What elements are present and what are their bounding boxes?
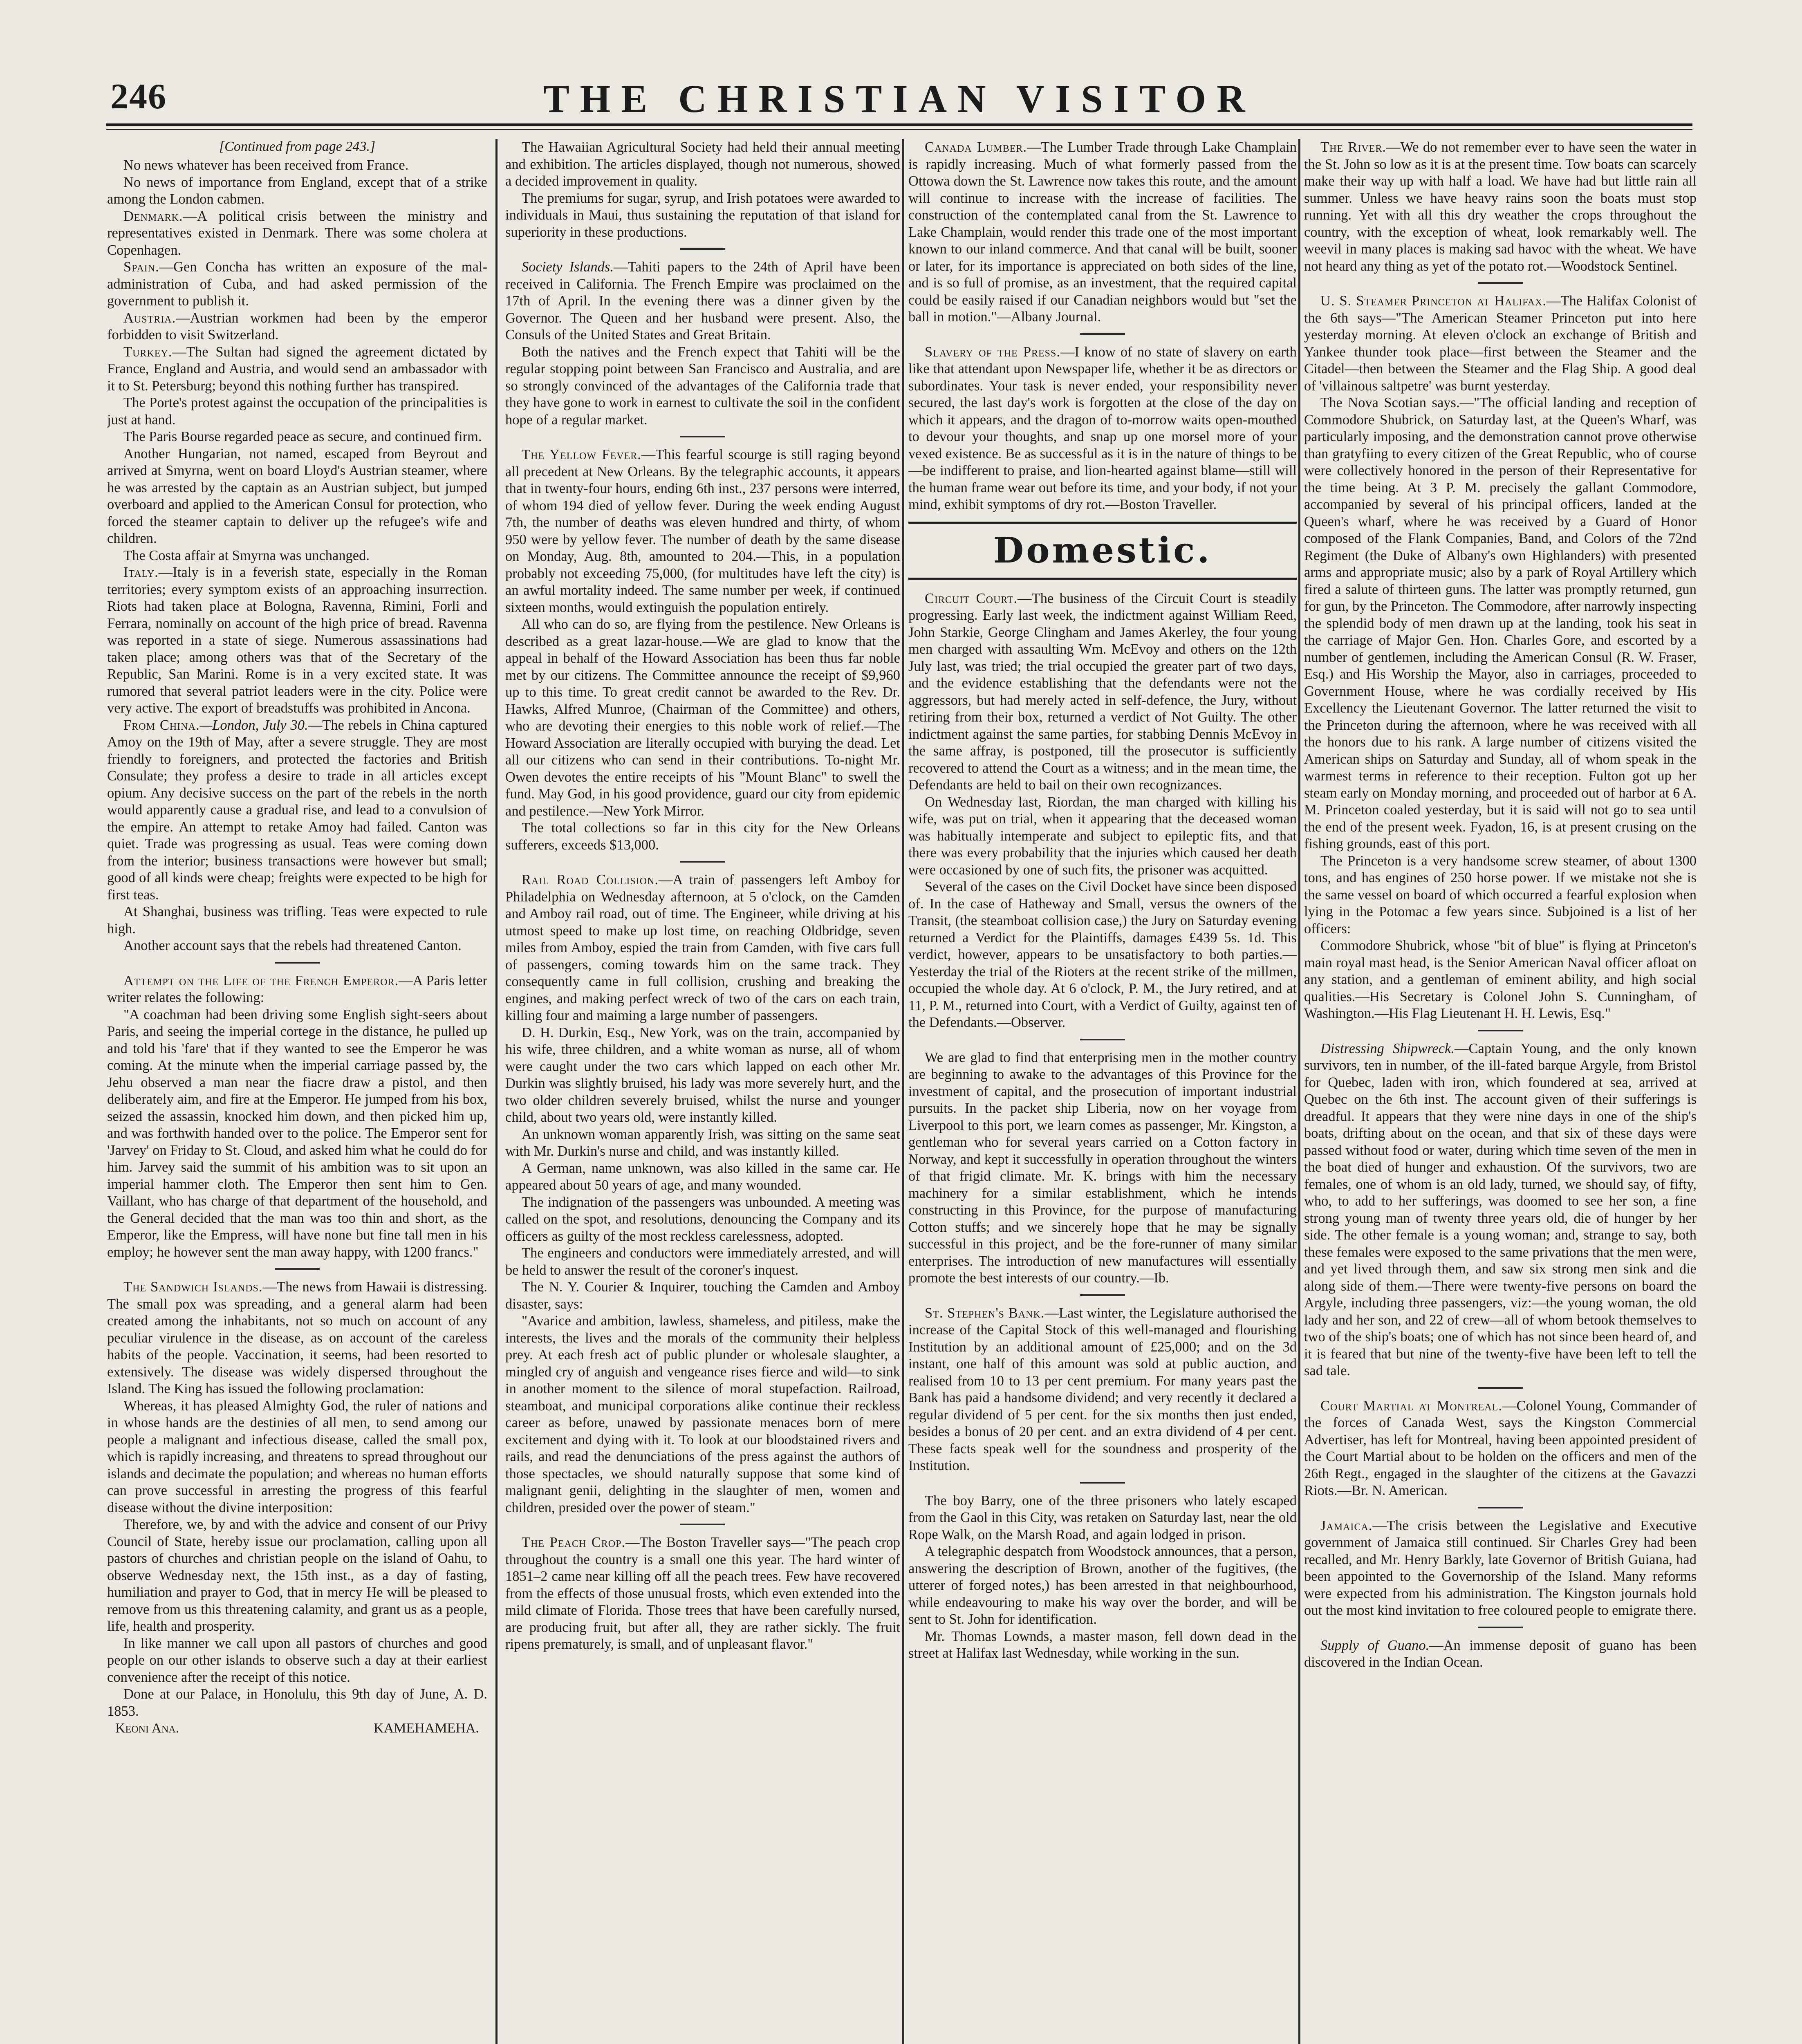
- paragraph-text: —Gen Concha has written an exposure of the mal-administration of Cuba, and had asked permission of the government to publish it.: [107, 259, 487, 309]
- article-heading: The Sandwich Islands.: [123, 1279, 263, 1295]
- paragraph: The indignation of the passengers was unbounded. A meeting was called on the spot, and resolutions, denouncing the Company and its officers as guilty of the most reckless carelessness, adopted.: [505, 1194, 900, 1244]
- article-heading: Society Islands.: [522, 259, 614, 275]
- paragraph: The total collections so far in this city for the New Orleans sufferers, exceeds $13,000.: [505, 820, 900, 853]
- article-separator: [680, 861, 725, 863]
- column-2: [505, 139, 900, 2044]
- paragraph: An unknown woman apparently Irish, was sitting on the same seat with Mr. Durkin's nurse and child, and was instantly killed.: [505, 1126, 900, 1159]
- column-3: [908, 139, 1297, 2044]
- paragraph-text: —We do not remember ever to have seen the water in the St. John so low as it is at the present time. Tow boats can scarcely make their way up with half a load. We have had but little rain all summer. Unless we have heavy rains soon the boats must stop running. Yet with all this dry weather the crops throughout the country, with the exception of wheat, look remarkably well. The weevil in many places is making sad havoc with the wheat. We have not heard any thing as yet of the potato rot.—Woodstock Sentinel.: [1304, 139, 1697, 274]
- section-heading: Austria.: [123, 310, 176, 326]
- article-hawaiian-society: [505, 139, 900, 241]
- paragraph: [107, 259, 487, 310]
- paragraph: A telegraphic despatch from Woodstock announces, that a person, answering the description of Brown, another of the fugitives, (the utterer of forged notes,) has been arrested in that neighbourhood, while endeavouring to make his way over the border, and will be sent to St. John for identification.: [908, 1544, 1297, 1627]
- article-heading: Attempt on the Life of the French Emperor.: [123, 973, 399, 988]
- paragraph: [505, 446, 900, 616]
- section-heading: From China.: [123, 717, 200, 733]
- article-cotton-factory: [908, 1049, 1297, 1287]
- paragraph: "Avarice and ambition, lawless, shameless, and pitiless, make the interests, the lives and the morals of the community their helpless prey. At each fresh act of public plunder or wholesale slaughter, a mingled cry of anguish and vengeance rises fierce and wild—to sink in another moment to the silence of moral stupefaction. Railroad, steamboat, and municipal corporations alike continue their reckless career as before, unawed by passionate menaces born of mere excitement and dying with it. To look at our bloodstained rivers and rails, and read the denunciations of the press against the authors of those spectacles, we should naturally suppose that some kind of malignant genii, delighting in the slaughter of men, women and children, presided over the power of steam.": [505, 1313, 900, 1515]
- signature-minister: Keoni Ana.: [115, 1721, 179, 1736]
- column-4: [1304, 139, 1697, 2044]
- article-separator: [1080, 333, 1125, 335]
- newspaper-title: THE CHRISTIAN VISITOR: [543, 77, 1256, 121]
- paragraph-text: —The Lumber Trade through Lake Champlain is rapidly increasing. Much of what formerly passed from the Ottowa down the St. Lawrence now takes this route, and the amount will continue to increase with the increase of facilities. The construction of the contemplated canal from the St. Lawrence to Lake Champlain, would render this trade one of the most important known to our inland commerce. And that canal will be built, sooner or later, for its importance is appreciated on both sides of the line, and is so full of promise, as an investment, that the required capital could be easily raised if our Canadian neighbors would but "set the ball in motion."—Albany Journal.: [908, 139, 1297, 325]
- paragraph-text: —A train of passengers left Amboy for Philadelphia on Wednesday afternoon, at 5 o'clock, on the Camden and Amboy rail road, out of time. The Engineer, while driving at his utmost speed to make up lost time, on reaching Oldbridge, seven miles from Amboy, espied the train from Camden, with five cars full of passengers, coming towards him on the same track. They consequently came in full collision, crushing and breaking the engines, and making perfect wreck of two of the cars on each train, killing four and maiming a large number of passengers.: [505, 872, 900, 1023]
- article-heading: The Yellow Fever.: [522, 447, 641, 462]
- article-canada-lumber: [908, 139, 1297, 326]
- section-heading: Denmark.: [123, 208, 183, 224]
- article-separator: [680, 248, 725, 250]
- paragraph-text: —A political crisis between the ministry and representatives existed in Denmark. There was some cholera at Copenhagen.: [107, 208, 487, 258]
- paragraph: On Wednesday last, Riordan, the man charged with killing his wife, was put on trial, when it appearing that the deceased woman was habitually intemperate and subject to epileptic fits, and that there was every probability that the injuries which caused her death were occasioned by one of such fits, the prisoner was acquitted.: [908, 794, 1297, 878]
- paragraph: The engineers and conductors were immediately arrested, and will be held to answer the result of the coroner's inquest.: [505, 1245, 900, 1278]
- article-separator: [1080, 1039, 1125, 1040]
- paragraph: The Paris Bourse regarded peace as secure, and continued firm.: [123, 429, 482, 444]
- article-separator: [1478, 1507, 1523, 1508]
- paragraph: [505, 872, 900, 1024]
- paragraph: The Princeton is a very handsome screw steamer, of about 1300 tons, and has engines of 250 horse power. If we mistake not she is the same vessel on board of which occurred a fearful explosion when lying in the Potomac a few years since. Subjoined is a list of her officers:: [1304, 853, 1697, 937]
- page-number: 246: [110, 77, 167, 117]
- paragraph: [1304, 1040, 1697, 1380]
- paragraph-text: —The Boston Traveller says—"The peach crop throughout the country is a small one this year. The hard winter of 1851–2 came near killing off all the peach trees. Few have recovered from the effects of those unusual frosts, which even extended into the mild climate of Florida. Those trees that have been carefully nursed, are producing fruit, but after all, they are rather sickly. The fruit ripens prematurely, is small, and of unpleasant flavor.": [505, 1535, 900, 1652]
- paragraph: All who can do so, are flying from the pestilence. New Orleans is described as a great lazar-house.—We are glad to know that the appeal in behalf of the Howard Association has been thus far noble met by our citizens. The Committee announce the receipt of $9,960 up to this time. To great credit cannot be awarded to the Rev. Dr. Hawks, Alfred Munroe, (Chairman of the Committee) and others, who are devoting their energies to this noble work of relief.—The Howard Association are literally occupied with burying the dead. Let all our citizens who can send in their contributions. To-night Mr. Owen devotes the entire receipts of his "Mount Blanc" to swell the fund. May God, in his good providence, guard our city from epidemic and pestilence.—New York Mirror.: [505, 616, 900, 819]
- article-separator: [680, 436, 725, 437]
- paragraph: [107, 208, 487, 259]
- paragraph: A German, name unknown, was also killed in the same car. He appeared about 50 years of age, and many wounded.: [505, 1160, 900, 1193]
- article-separator: [275, 1268, 320, 1270]
- paragraph: No news whatever has been received from France.: [123, 157, 409, 173]
- section-rule: [908, 522, 1297, 524]
- article-peach-crop: [505, 1534, 900, 1653]
- article-news-summary: [107, 157, 487, 955]
- paragraph: No news of importance from England, except that of a strike among the London cabmen.: [107, 174, 487, 207]
- article-separator: [1080, 1294, 1125, 1296]
- paragraph-text: —Tahiti papers to the 24th of April have been received in California. The French Empire was proclaimed on the 17th of April. In the evening there was a dinner given by the Governor. The Queen and her husband were present. Also, the Consuls of the United States and Great Britain.: [505, 259, 900, 343]
- domestic-section-header: [908, 522, 1297, 580]
- column-divider: [495, 139, 498, 2044]
- article-heading: U. S. Steamer Princeton at Halifax.: [1320, 293, 1546, 309]
- article-distressing-shipwreck: [1304, 1040, 1697, 1380]
- paragraph: [908, 344, 1297, 513]
- paragraph: [107, 1279, 487, 1398]
- article-slavery-of-press: [908, 344, 1297, 513]
- article-separator: [1080, 1482, 1125, 1484]
- article-separator: [1478, 1387, 1523, 1389]
- article-court-martial: [1304, 1398, 1697, 1499]
- article-yellow-fever: [505, 446, 900, 854]
- article-heading: Circuit Court.: [925, 590, 1018, 606]
- paragraph: The boy Barry, one of the three prisoners who lately escaped from the Gaol in this City, was retaken on Saturday last, near the old Rope Walk, on the Marsh Road, and again lodged in prison.: [908, 1493, 1297, 1542]
- article-heading: The River.: [1320, 139, 1386, 155]
- paragraph: The Costa affair at Smyrna was unchanged.: [123, 547, 370, 563]
- article-the-river: [1304, 139, 1697, 275]
- paragraph: Done at our Palace, in Honolulu, this 9th day of June, A. D. 1853.: [107, 1686, 487, 1719]
- paragraph-text: —The crisis between the Legislative and Executive government of Jamaica still continued. Sir Charles Grey had been recalled, and Mr. Henry Barkly, late Governor of British Guiana, had been appointed to the Governorship of the Island. Many reforms were expected from his administration. The Kingston journals hold out the most kind invitation to free coloured people to emigrate there.: [1304, 1517, 1697, 1618]
- paragraph-text: —The business of the Circuit Court is steadily progressing. Early last week, the indictment against William Reed, John Starkie, George Clingham and James Akerley, the four young men charged with assaulting Wm. McEvoy and others on the 12th July last, was tried; the trial occupied the greater part of two days, and the evidence establishing that the defendants were not the aggressors, but had merely acted in self-defence, the Jury, without retiring from their box, returned a verdict of Not Guilty. The other indictment against the same parties, for stabbing Dennis McEvoy in the same affray, is postponed, till the prosecutor is sufficiently recovered to attend the Court as a witness; and in the mean time, the Defendants are held to bail on their own recognizances.: [908, 590, 1297, 793]
- paragraph-text: —An immense deposit of guano has been discovered in the Indian Ocean.: [1304, 1637, 1697, 1670]
- paragraph: [1304, 1517, 1697, 1619]
- paragraph: Whereas, it has pleased Almighty God, the ruler of nations and in whose hands are the destinies of all men, to send among our people a malignant and infectious disease, called the small pox, which is rapidly increasing, and threatens to spread throughout our islands and decimate the population; and whereas no human efforts can prove successful in arresting the progress of this fearful disease without the divine interposition:: [107, 1398, 487, 1515]
- paragraph: The Hawaiian Agricultural Society had held their annual meeting and exhibition. The articles displayed, though not numerous, showed a decided improvement in quality.: [505, 139, 900, 189]
- article-attempt-on-emperor: [107, 973, 487, 1261]
- continued-note: [Continued from page 243.]: [219, 139, 376, 154]
- article-heading: Slavery of the Press.: [925, 344, 1060, 360]
- paragraph: [107, 973, 487, 1006]
- paragraph: Therefore, we, by and with the advice and consent of our Privy Council of State, hereby issue our proclamation, calling upon all pastors of churches and christian people on the island of Oahu, to observe Wednesday next, the 15th inst., as a day of fasting, humiliation and prayer to God, that in mercy He will be pleased to remove from us this threatening calamity, and grant us as a people, life, health and prosperity.: [107, 1517, 487, 1634]
- paragraph-text: —I know of no state of slavery on earth like that attendant upon Newspaper life, whether it be as directors or subordinates. Your task is never ended, your responsibility never secured, the last day's work is forgotten at the close of the day on which it appears, and the dragon of to-morrow waits open-mouthed to devour your thoughts, and snap up one morsel more of your vexed existence. Be as successful as it is in the nature of things to be—be indifferent to praise, and lion-hearted against blame—still will the human frame wear out before its time, and your body, if not your mind, exhibit symptoms of dry rot.—Boston Traveller.: [908, 344, 1297, 512]
- article-heading: Canada Lumber.: [925, 139, 1027, 155]
- paragraph: [107, 310, 487, 344]
- section-heading: Spain.: [123, 259, 159, 275]
- paragraph-text: —Colonel Young, Commander of the forces of Canada West, says the Kingston Commercial Advertiser, has left for Montreal, having been appointed president of the Court Martial about to be holden on the officers and men of the 26th Regt., engaged in the slaughter of the citizens at the Gavazzi Riots.—Br. N. American.: [1304, 1398, 1697, 1498]
- article-guano: [1304, 1637, 1697, 1671]
- article-separator: [680, 1524, 725, 1525]
- article-heading: Jamaica.: [1320, 1517, 1373, 1533]
- paragraph-text: —The rebels in China captured Amoy on the 19th of May, after a severe struggle. They are most friendly to foreigners, and protected the factories and British Consulate; they profess a desire to trade in all articles except opium. Any decisive success on the part of the rebels in the north would apparently cause a gradual rise, and lead to a convulsion of the empire. An attempt to retake Amoy had failed. Canton was quiet. Trade was progressing as usual. Teas were coming down from the interior; business transactions were however but small; good of all kinds were cheap; freights were expected to be high for first teas.: [107, 717, 487, 903]
- article-separator: [1478, 1627, 1523, 1628]
- paragraph: [505, 259, 900, 344]
- article-society-islands: [505, 259, 900, 428]
- paragraph: In like manner we call upon all pastors of churches and good people on our other islands to observe such a day at their earliest convenience after the receipt of this notice.: [107, 1635, 487, 1685]
- paragraph: At Shanghai, business was trifling. Teas were expected to rule high.: [107, 904, 487, 937]
- signature-block: [107, 1720, 487, 1737]
- paragraph-text: —The news from Hawaii is distressing. The small pox was spreading, and a general alarm had been created among the inhabitants, not so much on account of any peculiar virulence in the disease, as on account of the careless habits of the people. Vaccination, it seems, had been resorted to extensively. The disease was widely dispersed throughout the Island. The King has issued the following proclamation:: [107, 1279, 487, 1396]
- column-1: [107, 139, 487, 2044]
- paragraph: Both the natives and the French expect that Tahiti will be the regular stopping point between San Francisco and Australia, and are so strongly convinced of the advantages of the California trade that they have gone to work in earnest to cultivate the soil in the confident hope of a regular market.: [505, 344, 900, 428]
- paragraph: Commodore Shubrick, whose "bit of blue" is flying at Princeton's main royal mast head, is the Senior American Naval officer afloat on any station, and a gentleman of eminent ability, and high social qualities.—His Secretary is Colonel John S. Cunningham, of Washington.—His Flag Lieutenant H. H. Lewis, Esq.": [1304, 938, 1697, 1021]
- paragraph: We are glad to find that enterprising men in the mother country are beginning to awake to the advantages of this Province for the investment of capital, and the prosecution of important industrial pursuits. In the packet ship Liberia, now on her voyage from Liverpool to this port, we learn comes as passenger, Mr. Kingston, a gentleman who for several years carried on a Cotton factory in Norway, and kept it successfully in operation throughout the winters of that frigid climate. Mr. K. brings with him the necessary machinery for a similar establishment, which he intends constructing in this Province, for the purpose of manufacturing Cotton stuffs; and we sincerely hope that he may be signally successful in this project, and be the fore-runner of many similar enterprises. The introduction of new manufactures will essentially promote the best interests of our country.—Ib.: [908, 1049, 1297, 1286]
- masthead-rule-thin: [106, 129, 1692, 130]
- paragraph: [908, 590, 1297, 794]
- paragraph: The N. Y. Courier & Inquirer, touching the Camden and Amboy disaster, says:: [505, 1279, 900, 1312]
- article-heading: Rail Road Collision.: [522, 872, 659, 888]
- paragraph: [908, 139, 1297, 326]
- article-heading: Distressing Shipwreck.: [1320, 1040, 1455, 1056]
- article-separator: [275, 962, 320, 964]
- paragraph: "A coachman had been driving some English sight-seers about Paris, and seeing the imperial cortege in the distance, he pulled up and told his 'fare' that if they wanted to see the Emperor he was coming. At the minute when the imperial carriage passed by, the Jehu observed a man near the fiacre draw a pistol, and then deliberately aim, and fire at the Emperor. He jumped from his box, seized the assassin, knocked him down, and then picked him up, and was forthwith handed over to the police. The Emperor sent for 'Jarvey' on Friday to St. Cloud, and asked him what he could do for him. Jarvey said the summit of his ambition was to sit upon an imperial hammer cloth. The Emperor then sent him to Gen. Vaillant, who has charge of that department of the household, and the General decided that the man was too thin and short, as the Emperor, like the Empress, will have none but fine tall men in his employ; he however sent the man away happy, with 1200 francs.": [107, 1006, 487, 1260]
- paragraph: Another Hungarian, not named, escaped from Beyrout and arrived at Smyrna, went on board Lloyd's Austrian steamer, where he was arrested by the captain as an Austrian subject, but jumped overboard and applied to the American Consul for protection, who forced the steamer captain to deliver up the refugee's wife and children.: [107, 446, 487, 546]
- paragraph: The Nova Scotian says.—"The official landing and reception of Commodore Shubrick, on Saturday last, at the Queen's Wharf, was particularly imposing, and the demonstration cannot prove otherwise than gratyfiing to every citizen of the Great Republic, who of course were collectively honored in the person of their Representative for the time being. At 3 P. M. precisely the gallant Commodore, accompanied by several of his principal officers, landed at the Queen's wharf, where he was received by a Guard of Honor composed of the Flank Companies, Band, and Colors of the 72nd Regiment (the Duke of Albany's own Highlanders) with presented arms and appropriate music; also by a park of Royal Artillery which fired a salute of thirteen guns. The latter was promptly returned, gun for gun, by the Princeton. The Commodore, after narrowly inspecting the splendid body of men drawn up at the landing, took his seat in the carriage of Major Gen. Hon. Charles Gore, and escorted by a number of gentlemen, including the American Consul (R. W. Fraser, Esq.) and His Worship the Mayor, also in carriages, proceeded to Government House, where he was cordially received by His Excellency the Lieutenant Governor. The latter returned the visit to the Princeton during the afternoon, where he was received with all the honors due to his rank. A large number of citizens visited the American ships on Saturday and Sunday, all of whom speak in the warmest terms in reference to their reception. Fulton got up her steam early on Monday morning, and proceeded out of harbor at 6 A. M. Princeton coaled yesterday, but it is said will not go to sea until the end of the present week. Fyadon, 16, is at present crusing on the fishing grounds, east of this port.: [1304, 395, 1697, 852]
- paragraph: [1304, 1398, 1697, 1499]
- paragraph: [1304, 293, 1697, 394]
- masthead: [98, 76, 1701, 121]
- paragraph: [107, 564, 487, 717]
- column-divider: [902, 139, 904, 2044]
- article-separator: [1478, 1030, 1523, 1031]
- section-rule: [908, 578, 1297, 580]
- paragraph: [1304, 1637, 1697, 1671]
- paragraph: D. H. Durkin, Esq., New York, was on the train, accompanied by his wife, three children, and a white woman as nurse, all of whom were caught under the two cars which lapped on each other Mr. Durkin was slightly bruised, his lady was more severely hurt, and the two older children severely bruised, whilst the nurse and younger child, about two years old, were instantly killed.: [505, 1024, 900, 1125]
- paragraph: Mr. Thomas Lownds, a master mason, fell down dead in the street at Halifax last Wednesday, while working in the sun.: [908, 1628, 1297, 1661]
- paragraph: The premiums for sugar, syrup, and Irish potatoes were awarded to individuals in Maui, thus sustaining the reputation of that island for superiority in these productions.: [505, 190, 900, 240]
- dateline: —London, July 30.: [199, 717, 308, 733]
- section-title: Domestic.: [993, 529, 1212, 571]
- paragraph-text: —This fearful scourge is still raging beyond all precedent at New Orleans. By the telegraphic accounts, it appears that in twenty-four hours, ending 6th inst., 237 persons were interred, of whom 194 died of yellow fever. During the week ending August 7th, the number of deaths was eleven hundred and thirty, of whom 950 were by yellow fever. The number of death by the same disease on Monday, Aug. 8th, amounted to 204.—This, in a population probably not exceeding 75,000, (for multitudes have left the city) is an awful mortality indeed. The same number per week, if continued sixteen months, would extinguish the population entirely.: [505, 447, 900, 615]
- article-local-news: [908, 1493, 1297, 1662]
- paragraph: [1304, 139, 1697, 275]
- paragraph: Another account says that the rebels had threatened Canton.: [123, 938, 462, 953]
- article-heading: Court Martial at Montreal.: [1320, 1398, 1502, 1414]
- paragraph: [908, 1305, 1297, 1475]
- paragraph: The Porte's protest against the occupation of the principalities is just at hand.: [107, 395, 487, 428]
- article-separator: [1478, 282, 1523, 284]
- article-circuit-court: [908, 590, 1297, 1031]
- paragraph-text: —Austrian workmen had been by the emperor forbidden to visit Switzerland.: [107, 310, 487, 343]
- paragraph: Several of the cases on the Civil Docket have since been disposed of. In the case of Hatheway and Small, versus the owners of the Transit, (the steamboat collision case,) the Jury on Saturday evening returned a Verdict for the Plaintiffs, damages £439 5s. 1d. This verdict, however, appears to be unsatisfactory to both parties.—Yesterday the trial of the Rioters at the recent strike of the millmen, occupied the whole day. At 6 o'clock, P. M., the Jury retired, and at 11, P. M., returned into Court, with a Verdict of Guilty, against ten of the Defendants.—Observer.: [908, 879, 1297, 1030]
- paragraph-text: —The Sultan had signed the agreement dictated by France, England and Austria, and would send an ambassador with it to St. Petersburg; beyond this nothing further has transpired.: [107, 344, 487, 394]
- section-heading: Turkey.: [123, 344, 173, 360]
- paragraph: [107, 717, 487, 904]
- paragraph-text: —A Paris letter writer relates the following:: [107, 973, 487, 1005]
- article-rail-road-collision: [505, 872, 900, 1516]
- paragraph: [505, 1534, 900, 1653]
- article-princeton-at-halifax: [1304, 293, 1697, 1022]
- paragraph-text: —Last winter, the Legislature authorised the increase of the Capital Stock of this well-managed and flourishing Institution by an additional amount of £25,000; and on the 3d instant, one half of this amount was sold at public auction, and realised from 10 to 13 per cent premium. For many years past the Bank has paid a handsome dividend; and very recently it declared a regular dividend of 5 per cent. for the six months then just ended, besides a bonus of 20 per cent. and an extra dividend of 4 per cent. These facts speak well for the soundness and prosperity of the Institution.: [908, 1305, 1297, 1473]
- signature-king: KAMEHAMEHA.: [374, 1721, 479, 1736]
- article-heading: The Peach Crop.: [522, 1535, 626, 1550]
- paragraph: [107, 344, 487, 395]
- article-heading: St. Stephen's Bank.: [925, 1305, 1045, 1321]
- paragraph-text: —Captain Young, and the only known survivors, ten in number, of the ill-fated barque Argyle, from Bristol for Quebec, laden with iron, which foundered at sea, arrived at Quebec on the 6th inst. The account given of their sufferings is dreadful. It appears that they were nine days in one of the ship's boats, drifting about on the ocean, and that six of these days were passed without food or water, during which time seven of the men in the boat died of hunger and exhaustion. Of the survivors, two are females, one of whom is an old lady, turned, we should say, of fifty, who, to add to her sufferings, was doomed to see her son, a fine strong young man of twenty three years old, die of hunger by her side. The other female is a young woman; and, strange to say, both these females were exposed to the same privations that the men were, and yet lived through them, and saw six strong men sink and die along side of them.—There were twenty-five persons on board the Argyle, including three passengers, viz:—the young woman, the old lady and her son, and 22 of crew—all of whom betook themselves to two of the ship's boats; one of which has not since been heard of, and it is feared that but nine of the twenty-five have been left to tell the sad tale.: [1304, 1040, 1697, 1378]
- section-heading: Italy.: [123, 565, 159, 580]
- article-st-stephens-bank: [908, 1305, 1297, 1475]
- paragraph-text: —The Halifax Colonist of the 6th says—"The American Steamer Princeton put into here yesterday morning. At eleven o'clock an exchange of British and Yankee thunder took place—first between the Steamer and the Citadel—then between the Steamer and the Flag Ship. A good deal of 'villainous saltpetre' was burnt yesterday.: [1304, 293, 1697, 394]
- paragraph-text: —Italy is in a feverish state, especially in the Roman territories; every symptom exists of an approaching insurrection. Riots had taken place at Bologna, Ravenna, Rimini, Forli and Ferrara, nominally on account of the high price of bread. Ravenna was reported in a state of siege. Numerous assassinations had taken place; among others was that of the Secretary of the Republic, San Marini. Rome is in a very excited state. It was rumored that several patriot leaders were in the city. Police were very active. The export of breadstuffs was prohibited in Ancona.: [107, 565, 487, 716]
- column-divider: [1298, 139, 1300, 2044]
- masthead-rule-thick: [106, 123, 1692, 126]
- article-sandwich-islands: [107, 1279, 487, 1737]
- article-jamaica: [1304, 1517, 1697, 1619]
- article-heading: Supply of Guano.: [1320, 1637, 1430, 1653]
